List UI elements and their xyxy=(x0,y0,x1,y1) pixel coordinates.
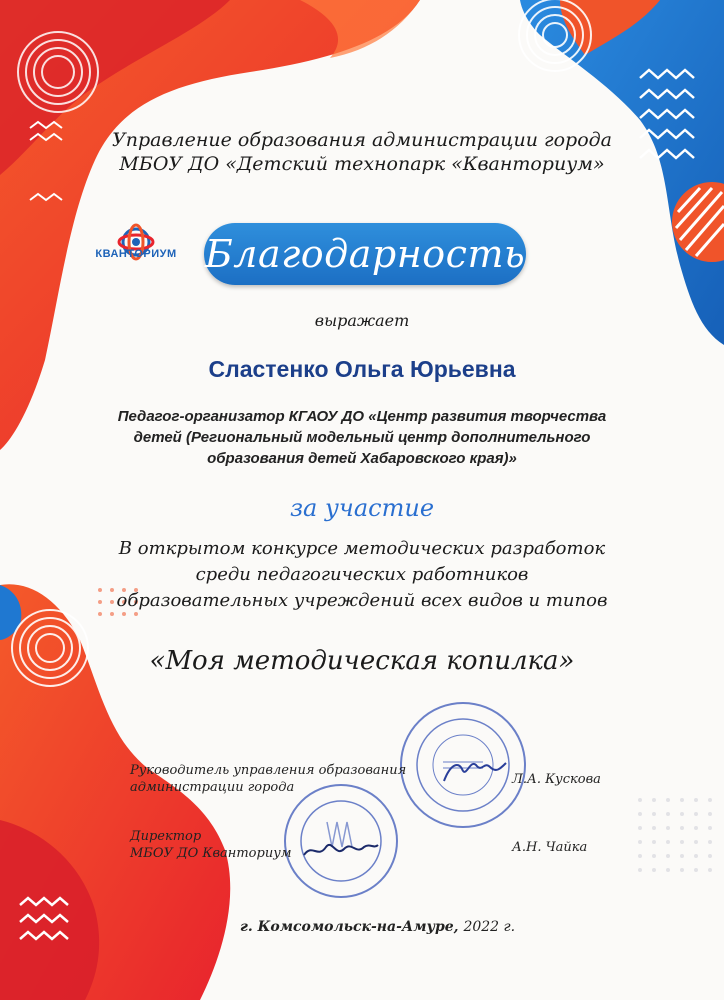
position-line: Педагог-организатор КГАОУ ДО «Центр развития творчества xyxy=(117,408,607,425)
signatory-name: А.Н. Чайка xyxy=(512,840,588,855)
contest-line: образовательных учреждений всех видов и типов xyxy=(116,590,608,611)
contest-line: среди педагогических работников xyxy=(195,564,529,585)
recipient-position xyxy=(100,406,624,469)
contest-name: «Моя методическая копилка» xyxy=(149,646,575,676)
signatory-title: Руководитель управления образования xyxy=(130,763,407,778)
issuer-line-1: Управление образования администрации города xyxy=(111,129,613,151)
position-line: образования детей Хабаровского края)» xyxy=(207,450,517,467)
signatory-title: МБОУ ДО Кванториум xyxy=(130,846,292,861)
contest-description xyxy=(0,536,724,614)
footer-city: г. Комсомольск-на-Амуре, xyxy=(240,919,459,935)
for-participation: за участие xyxy=(289,494,435,522)
recipient-name: Сластенко Ольга Юрьевна xyxy=(208,356,516,382)
footer-city-year xyxy=(240,919,515,935)
signatory-title: администрации города xyxy=(130,780,295,795)
position-line: детей (Региональный модельный центр дополнительного xyxy=(133,429,591,446)
issuer-line-2: МБОУ ДО «Детский технопарк «Кванториум» xyxy=(119,153,605,175)
signature-director-education xyxy=(440,755,510,789)
signatory-name: Л.А. Кускова xyxy=(512,772,601,787)
expresses-text: выражает xyxy=(314,311,410,330)
signature-director-kvantorium xyxy=(300,835,380,865)
footer-year: 2022 г. xyxy=(463,919,516,935)
issuer-header xyxy=(0,128,724,176)
contest-line: В открытом конкурсе методических разработок xyxy=(118,538,606,559)
signature-block-2 xyxy=(130,828,292,862)
certificate-title: Благодарность xyxy=(204,232,526,276)
signatory-title: Директор xyxy=(130,829,202,844)
logo-label: КВАНТОРИУМ xyxy=(95,248,177,260)
signature-block-1 xyxy=(130,762,406,796)
